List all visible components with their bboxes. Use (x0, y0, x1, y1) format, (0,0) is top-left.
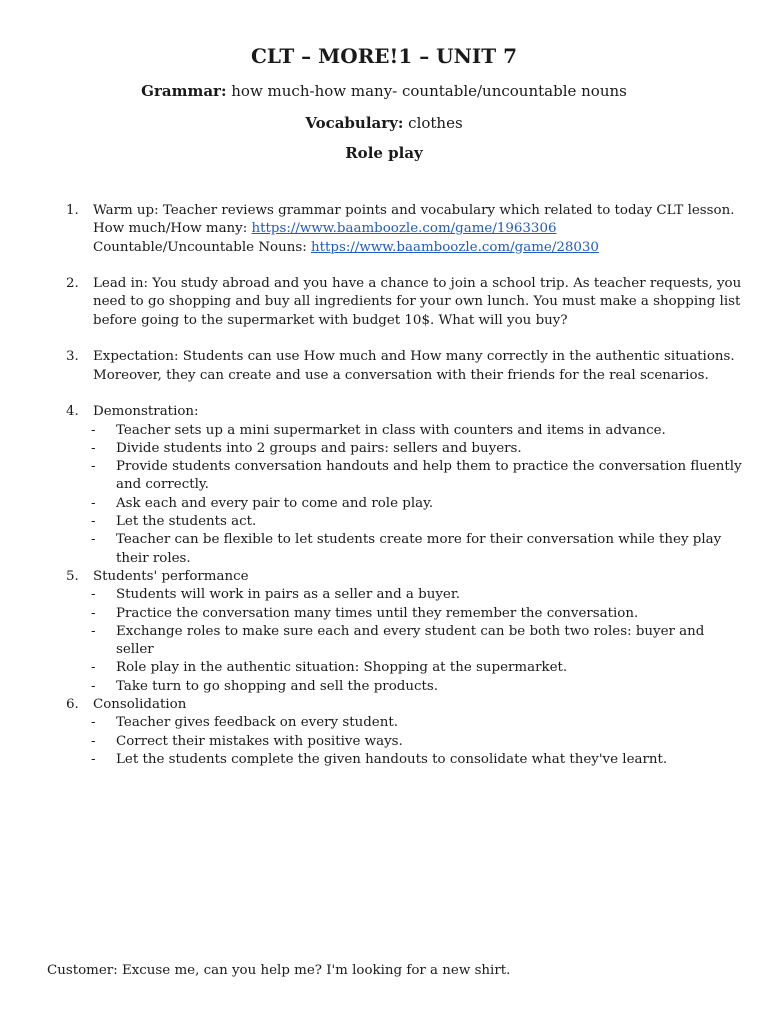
sub-bullet (66, 623, 746, 660)
bullet-text: Role play in the authentic situation: Shopping at the supermarket. (116, 660, 568, 676)
document-title: CLT – MORE!1 – UNIT 7 (250, 44, 518, 68)
vocabulary-label: Vocabulary: (305, 114, 404, 132)
item-number: 1. (66, 203, 79, 218)
sub-bullet (66, 586, 746, 604)
item-number: 6. (66, 697, 79, 713)
sub-bullet (66, 495, 746, 513)
link-prefix: How much/How many: (93, 221, 252, 237)
dash-marker: - (91, 751, 96, 767)
grammar-label: Grammar: (141, 82, 227, 100)
list-item-consolidation (66, 696, 746, 714)
bullet-text: Teacher sets up a mini supermarket in class with counters and items in advance. (116, 422, 666, 438)
item-text: Demonstration: (93, 404, 199, 420)
dash-marker: - (91, 440, 96, 456)
item-text: Expectation: Students can use How much and How many correctly in the authentic situations. Moreover, they can create and use a conversation with their friends for the real scenarios. (93, 349, 735, 383)
bullet-text: Ask each and every pair to come and role play. (116, 495, 434, 511)
baamboozle-link-how-much[interactable]: https://www.baamboozle.com/game/1963306 (251, 221, 557, 237)
item-number: 3. (66, 349, 79, 365)
link-prefix: Countable/Uncountable Nouns: (93, 239, 311, 255)
link-line-how-much (93, 220, 746, 238)
dash-marker: - (91, 422, 96, 438)
bullet-text: Let the students act. (116, 514, 257, 530)
grammar-line (0, 82, 768, 100)
sub-bullet (66, 422, 746, 440)
link-line-countable (93, 239, 746, 257)
sub-bullet (66, 733, 746, 751)
dash-marker: - (91, 623, 96, 639)
bullet-text: Divide students into 2 groups and pairs: sellers and buyers. (116, 440, 522, 456)
role-play-heading: Role play (345, 144, 423, 162)
list-item-warm-up (66, 202, 746, 257)
vocabulary-line (0, 114, 768, 132)
item-number: 4. (66, 404, 79, 420)
bullet-text: Practice the conversation many times until they remember the conversation. (116, 605, 639, 621)
sub-bullet (66, 678, 746, 696)
baamboozle-link-countable[interactable]: https://www.baamboozle.com/game/28030 (311, 239, 599, 255)
vocabulary-text: clothes (403, 114, 463, 132)
bullet-text: Take turn to go shopping and sell the products. (116, 678, 438, 694)
sub-bullet (66, 531, 746, 568)
bullet-text: Provide students conversation handouts and help them to practice the conversation fluently and correctly. (116, 459, 742, 493)
bullet-text: Correct their mistakes with positive ways. (116, 733, 403, 749)
sub-bullet (66, 440, 746, 458)
bullet-text: Exchange roles to make sure each and every student can be both two roles: buyer and seller (116, 623, 705, 658)
sub-bullet (66, 751, 746, 769)
item-text: Consolidation (93, 697, 187, 713)
bullet-text: Let the students complete the given handouts to consolidate what they've learnt. (116, 751, 668, 767)
bullet-text: Teacher can be flexible to let students create more for their conversation while they play their roles. (116, 532, 722, 566)
list-item-expectation (66, 348, 746, 385)
bullet-text: Students will work in pairs as a seller and a buyer. (116, 587, 461, 603)
dash-marker: - (91, 660, 96, 676)
dash-marker: - (91, 495, 96, 511)
conversation-line: Customer: Excuse me, can you help me? I'm looking for a new shirt. (47, 963, 511, 978)
sub-bullet (66, 714, 746, 732)
sub-bullet (66, 458, 746, 495)
list-item-demonstration (66, 403, 746, 421)
dash-marker: - (91, 605, 96, 621)
list-item-students-performance (66, 568, 746, 586)
dash-marker: - (91, 514, 96, 530)
dash-marker: - (91, 733, 96, 749)
bullet-text: Teacher gives feedback on every student. (116, 715, 398, 731)
item-text: Warm up: Teacher reviews grammar points and vocabulary which related to today CLT lesson. (93, 203, 735, 218)
dash-marker: - (91, 715, 96, 731)
item-text: Lead in: You study abroad and you have a chance to join a school trip. As teacher requests, you need to go shopping and buy all ingredients for your own lunch. You must make a shopping list before going to the supermarket with budget 10$. What will you buy? (93, 276, 742, 328)
sub-bullet (66, 605, 746, 623)
dash-marker: - (91, 532, 96, 548)
item-number: 2. (66, 276, 79, 292)
grammar-text: how much-how many- countable/uncountable nouns (226, 82, 627, 100)
list-item-lead-in (66, 275, 746, 330)
sub-bullet (66, 513, 746, 531)
dash-marker: - (91, 678, 96, 694)
sub-bullet (66, 659, 746, 677)
dash-marker: - (91, 587, 96, 603)
item-text: Students' performance (93, 568, 249, 584)
item-number: 5. (66, 568, 79, 584)
dash-marker: - (91, 459, 96, 475)
lesson-steps-list (66, 202, 746, 769)
